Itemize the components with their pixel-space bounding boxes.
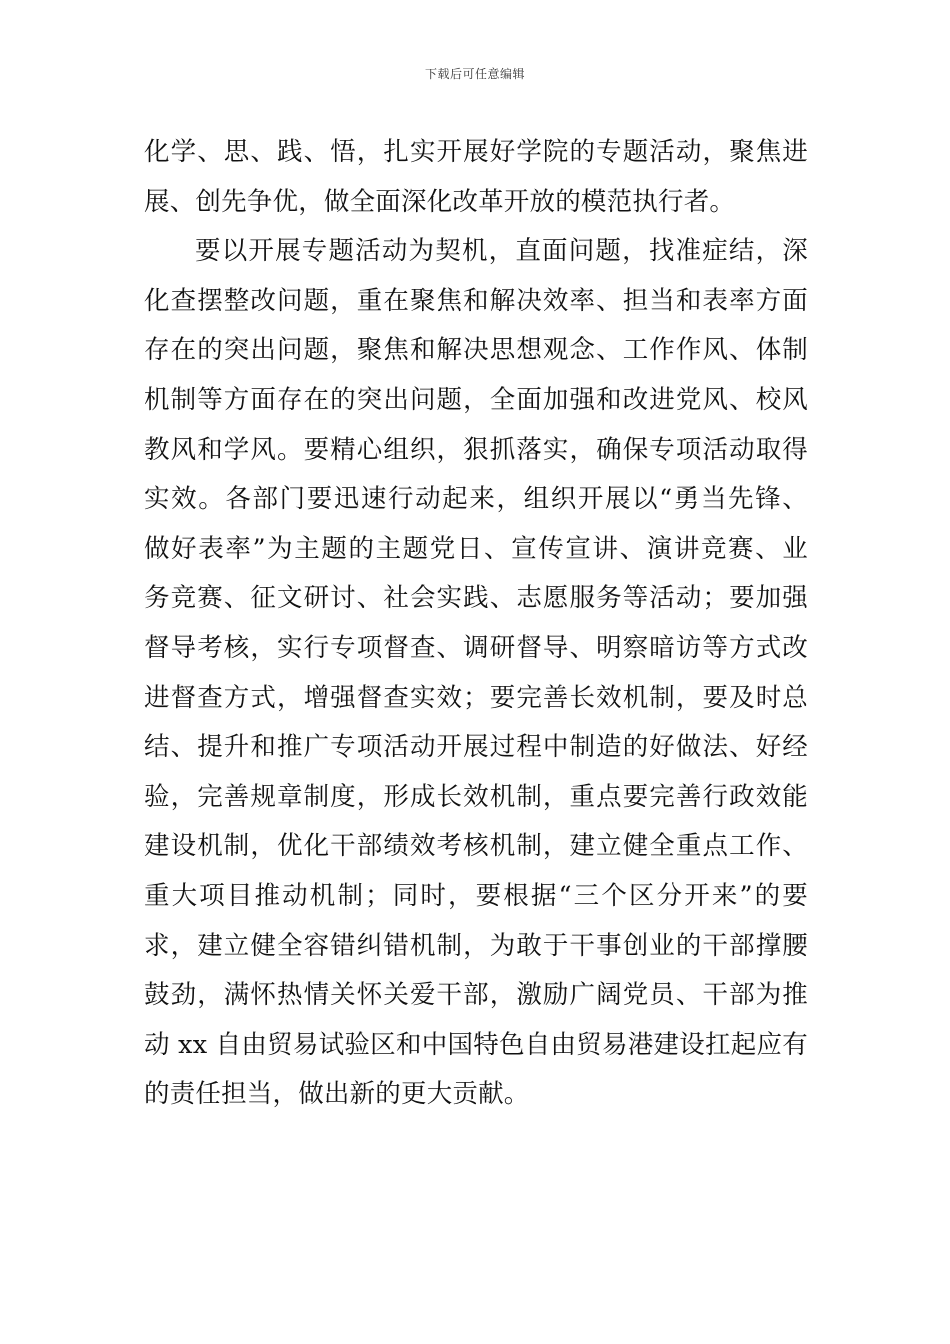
text-line: 化查摆整改问题，重在聚焦和解决效率、担当和表率方面 <box>144 285 808 316</box>
text-line: 实效。各部门要迅速行动起来，组织开展以“勇当先锋、 <box>144 484 808 515</box>
text-line: 教风和学风。要精心组织，狠抓落实，确保专项活动取得 <box>144 434 808 465</box>
text-line: 验，完善规章制度，形成长效机制，重点要完善行政效能 <box>144 781 808 812</box>
text-line: 务竞赛、征文研讨、社会实践、志愿服务等活动；要加强 <box>144 583 808 614</box>
paragraph-1 <box>144 128 808 227</box>
text-line: 鼓劲，满怀热情关怀关爱干部，激励广阔党员、干部为推 <box>144 980 808 1011</box>
text-line-indented: 要以开展专题活动为契机，直面问题，找准症结，深 <box>195 236 808 267</box>
text-line: 督导考核，实行专项督查、调研督导、明察暗访等方式改 <box>144 632 808 663</box>
text-line: 动 xx 自由贸易试验区和中国特色自由贸易港建设扛起应有 <box>144 1029 808 1060</box>
paragraph-2 <box>144 227 808 1120</box>
text-line: 化学、思、践、悟，扎实开展好学院的专题活动，聚焦进 <box>144 137 808 167</box>
text-line: 机制等方面存在的突出问题，全面加强和改进党风、校风 <box>144 384 808 415</box>
text-line: 重大项目推动机制；同时，要根据“三个区分开来”的要 <box>144 880 808 911</box>
text-line: 存在的突出问题，聚焦和解决思想观念、工作作风、体制 <box>144 335 808 366</box>
text-line: 进督查方式，增强督查实效；要完善长效机制，要及时总 <box>144 682 808 713</box>
text-line: 展、创先争优，做全面深化改革开放的模范执行者。 <box>144 186 736 217</box>
text-line: 的责任担当，做出新的更大贡献。 <box>144 1079 530 1110</box>
text-line: 结、提升和推广专项活动开展过程中制造的好做法、好经 <box>144 732 808 763</box>
body-text <box>144 128 808 1120</box>
page-header-note: 下载后可任意编辑 <box>424 67 525 81</box>
text-line: 建设机制，优化干部绩效考核机制，建立健全重点工作、 <box>144 831 808 862</box>
text-line: 求，建立健全容错纠错机制，为敢于干事创业的干部撑腰 <box>144 930 808 961</box>
text-line: 做好表率”为主题的主题党日、宣传宣讲、演讲竞赛、业 <box>144 533 808 564</box>
